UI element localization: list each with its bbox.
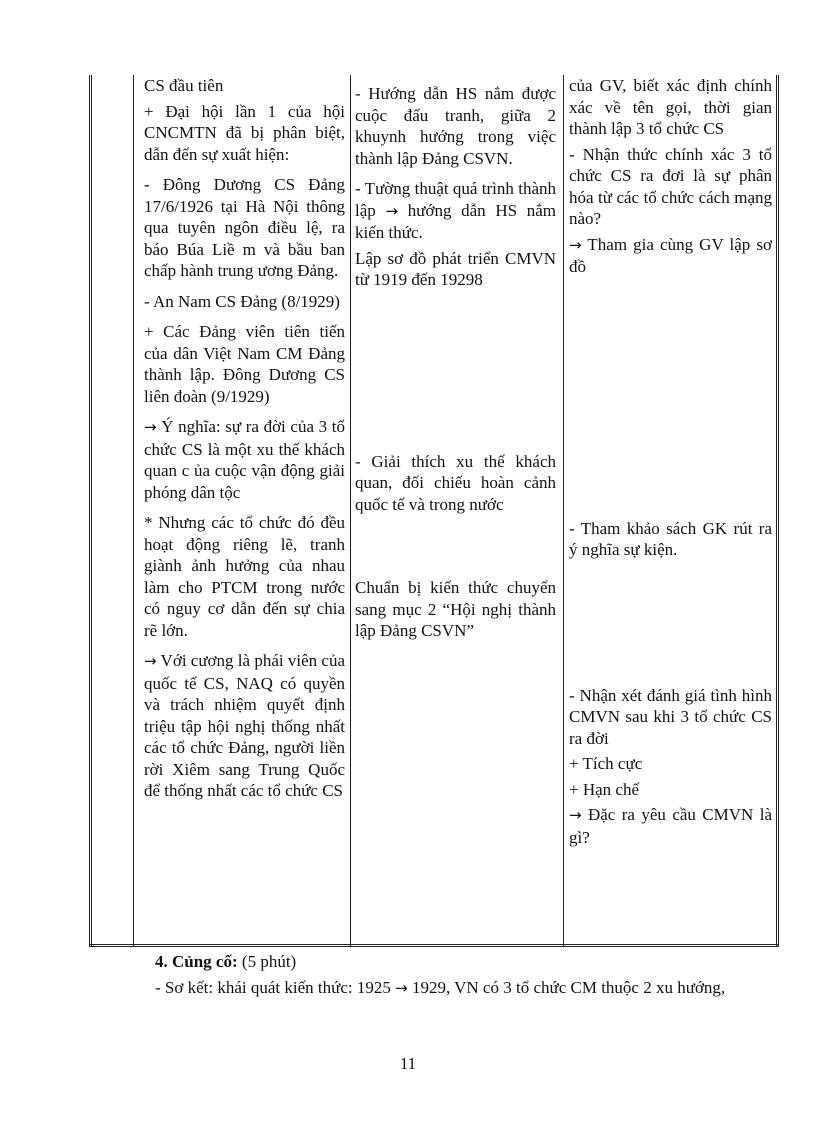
section-title: 4. Củng cố: bbox=[155, 952, 238, 971]
teacher-activity: Lập sơ đồ phát triển CMVN từ 1919 đến 19298 bbox=[355, 248, 556, 289]
arrow-icon: → bbox=[395, 979, 408, 997]
student-activity bbox=[569, 804, 772, 848]
table-border-left bbox=[89, 75, 92, 947]
content-paragraph: + Các Đảng viên tiên tiến của dân Việt Nam CM Đảng thành lập. Đông Dương CS liên đoàn (9/1929) bbox=[144, 322, 345, 406]
content-paragraph: - Đông Dương CS Đảng 17/6/1926 tại Hà Nội thông qua tuyên ngôn điều lệ, ra báo Búa Liề m và bầu ban chấp hành trung ương Đảng. bbox=[144, 175, 345, 280]
content-paragraph bbox=[144, 416, 345, 503]
student-activity: + Tích cực bbox=[569, 754, 643, 773]
summary-paragraph bbox=[115, 976, 755, 1000]
teacher-activity bbox=[355, 178, 556, 244]
section-heading bbox=[115, 950, 755, 974]
page-number: 11 bbox=[399, 1054, 417, 1073]
teacher-activity: - Giải thích xu thế khách quan, đối chiếu hoàn cảnh quốc tế và trong nước bbox=[355, 451, 556, 514]
content-paragraph: * Nhưng các tổ chức đó đều hoạt động riêng lẽ, tranh giành ảnh hưởng của nhau làm cho PTCM trong nước có nguy cơ dẫn đến sự chia rẽ lớn. bbox=[144, 513, 345, 640]
teacher-activity-column bbox=[355, 83, 556, 651]
content-column bbox=[144, 75, 345, 811]
student-activity: - Tham khảo sách GK rút ra ý nghĩa sự kiện. bbox=[569, 518, 772, 559]
table-divider-3 bbox=[563, 75, 564, 947]
student-activity: của GV, biết xác định chính xác về tên gọi, thời gian thành lập 3 tổ chức CS bbox=[569, 76, 772, 138]
content-paragraph: + Đại hội lần 1 của hội CNCMTN đã bị phân biệt, dẫn đến sự xuất hiện: bbox=[144, 101, 345, 164]
student-activity-column bbox=[569, 75, 772, 857]
requirement-text: Đặc ra yêu cầu CMVN là gì? bbox=[569, 805, 772, 847]
arrow-icon: → bbox=[144, 652, 157, 670]
diagram-text: Tham gia cùng GV lập sơ đồ bbox=[569, 234, 772, 276]
section-duration: (5 phút) bbox=[237, 952, 297, 971]
arrow-icon: → bbox=[569, 235, 582, 254]
guide-text: hướng dẫn HS nắm kiến thức. bbox=[355, 200, 557, 242]
content-paragraph: - An Nam CS Đảng (8/1929) bbox=[144, 291, 340, 311]
student-activity: + Hạn chế bbox=[569, 779, 640, 799]
arrow-icon: → bbox=[385, 201, 399, 220]
table-divider-1 bbox=[133, 75, 134, 947]
significance-text: Ý nghĩa: sự ra đời của 3 tổ chức CS là một xu thế khách quan c ủa cuộc vận động giải phóng dân tộc bbox=[144, 417, 345, 502]
table-divider-2 bbox=[350, 75, 351, 947]
content-paragraph bbox=[144, 650, 345, 802]
teacher-activity: Chuẩn bị kiến thức chuyển sang mục 2 “Hội nghị thành lập Đảng CSVN” bbox=[355, 578, 556, 640]
summary-text-end: 1929, VN có 3 tổ chức CM thuộc 2 xu hướng, bbox=[407, 978, 726, 997]
naq-text: Với cương là phái viên của quốc tế CS, NAQ có quyền và trách nhiệm quyết định triệu tập hội nghị thống nhất các tổ chức Đảng, người liền rời Xiêm sang Trung Quốc để thống nhất các tổ chức CS bbox=[144, 651, 345, 800]
summary-text-start: - Sơ kết: khái quát kiến thức: 1925 bbox=[155, 978, 391, 997]
student-activity bbox=[569, 234, 772, 278]
narrate-text: - Tường thuật quá trình thành lập bbox=[355, 179, 556, 220]
table-border-bottom bbox=[89, 944, 779, 947]
student-activity: - Nhận thức chính xác 3 tổ chức CS ra đơi là sự phân hóa từ các tổ chức cách mạng nào? bbox=[569, 144, 772, 228]
table-border-right bbox=[776, 75, 779, 947]
teacher-activity: - Hướng dẫn HS nắm được cuộc đấu tranh, giữa 2 khuynh hướng trong việc thành lập Đảng CSVN. bbox=[355, 84, 556, 168]
student-activity: - Nhận xét đánh giá tình hình CMVN sau khi 3 tổ chức CS ra đời bbox=[569, 685, 772, 748]
arrow-icon: → bbox=[144, 418, 157, 436]
arrow-icon: → bbox=[569, 806, 582, 824]
lesson-table bbox=[89, 75, 779, 947]
content-paragraph: CS đầu tiên bbox=[144, 76, 224, 95]
